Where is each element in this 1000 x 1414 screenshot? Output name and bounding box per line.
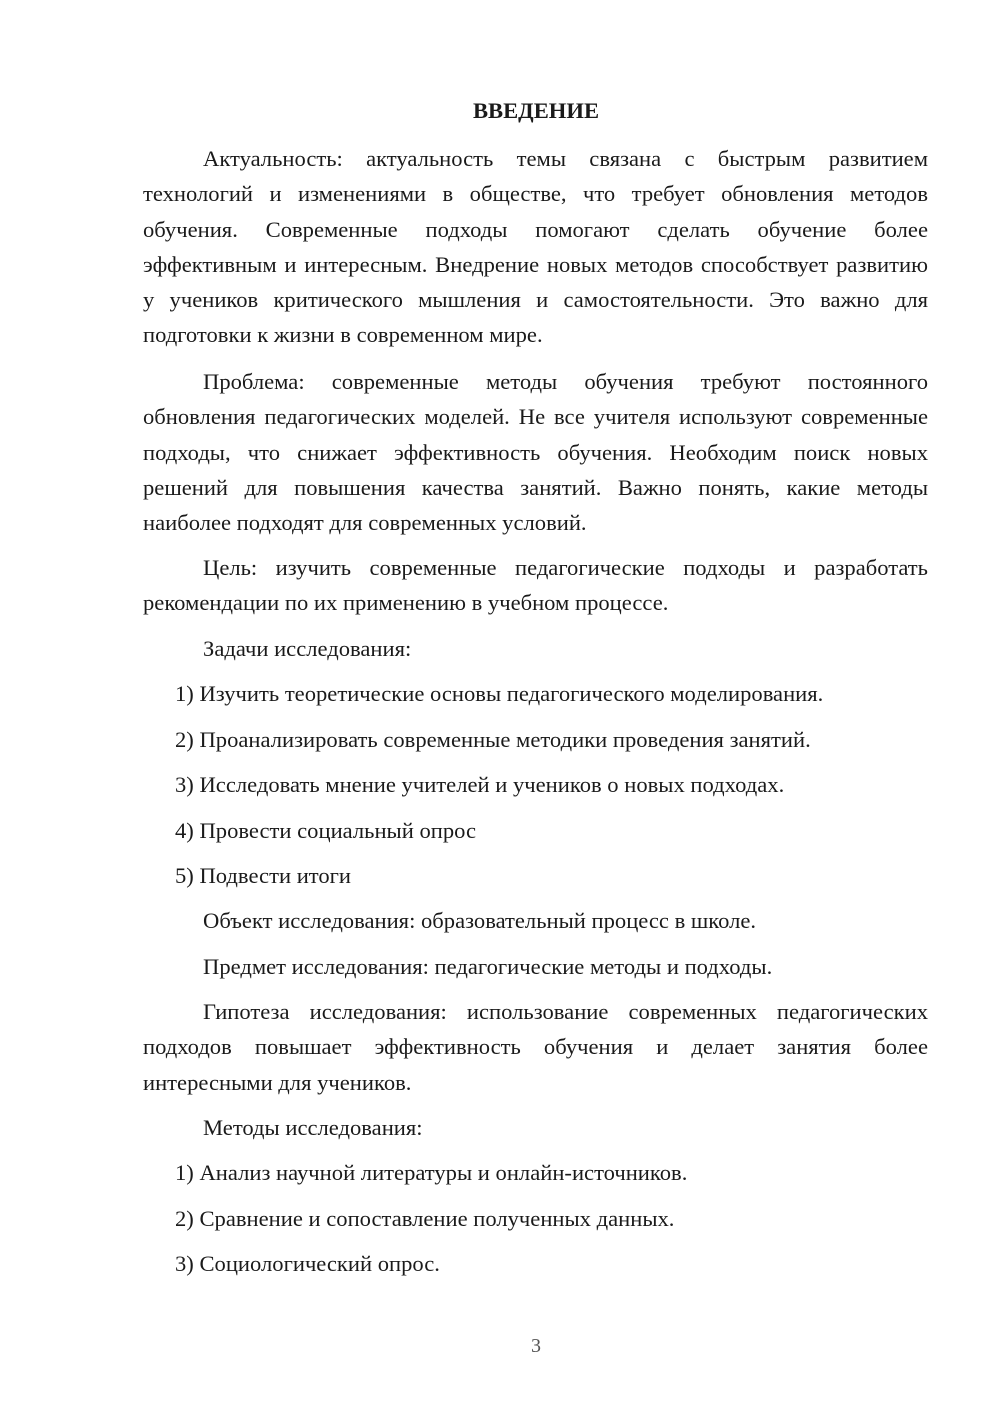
task-item: 1) Изучить теоретические основы педагогического моделирования. — [175, 681, 824, 706]
task-item: 4) Провести социальный опрос — [175, 818, 477, 843]
hypothesis-paragraph: Гипотеза исследования: использование современных педагогических подходов повышает эффективность обучения и делает занятия более интересными для учеников. — [143, 999, 928, 1095]
task-item: 5) Подвести итоги — [175, 863, 352, 888]
problem-paragraph: Проблема: современные методы обучения требуют постоянного обновления педагогических моделей. Не все учителя используют современные подходы, что снижает эффективность обучения. Необходим поиск новых решений для повышения качества занятий. Важно понять, какие методы наиболее подходят для современных условий. — [143, 369, 928, 536]
relevance-paragraph: Актуальность: актуальность темы связана с быстрым развитием технологий и изменениями в обществе, что требует обновления методов обучения. Современные подходы помогают сделать обучение более эффективным и интересным. Внедрение новых методов способствует развитию у учеников критического мышления и самостоятельности. Это важно для подготовки к жизни в современном мире. — [143, 146, 928, 348]
method-item: 3) Социологический опрос. — [175, 1251, 440, 1276]
goal-paragraph: Цель: изучить современные педагогические подходы и разработать рекомендации по их применению в учебном процессе. — [143, 555, 928, 616]
method-item: 1) Анализ научной литературы и онлайн-источников. — [175, 1160, 688, 1185]
page-title: ВВЕДЕНИЕ — [472, 98, 600, 123]
method-item: 2) Сравнение и сопоставление полученных данных. — [175, 1206, 675, 1231]
page-number: 3 — [531, 1335, 541, 1357]
task-item: 2) Проанализировать современные методики проведения занятий. — [175, 727, 811, 752]
subject-paragraph: Предмет исследования: педагогические методы и подходы. — [203, 954, 773, 979]
methods-heading: Методы исследования: — [203, 1115, 423, 1140]
object-paragraph: Объект исследования: образовательный процесс в школе. — [203, 908, 757, 933]
task-item: 3) Исследовать мнение учителей и учеников о новых подходах. — [175, 772, 785, 797]
tasks-heading: Задачи исследования: — [203, 636, 412, 661]
